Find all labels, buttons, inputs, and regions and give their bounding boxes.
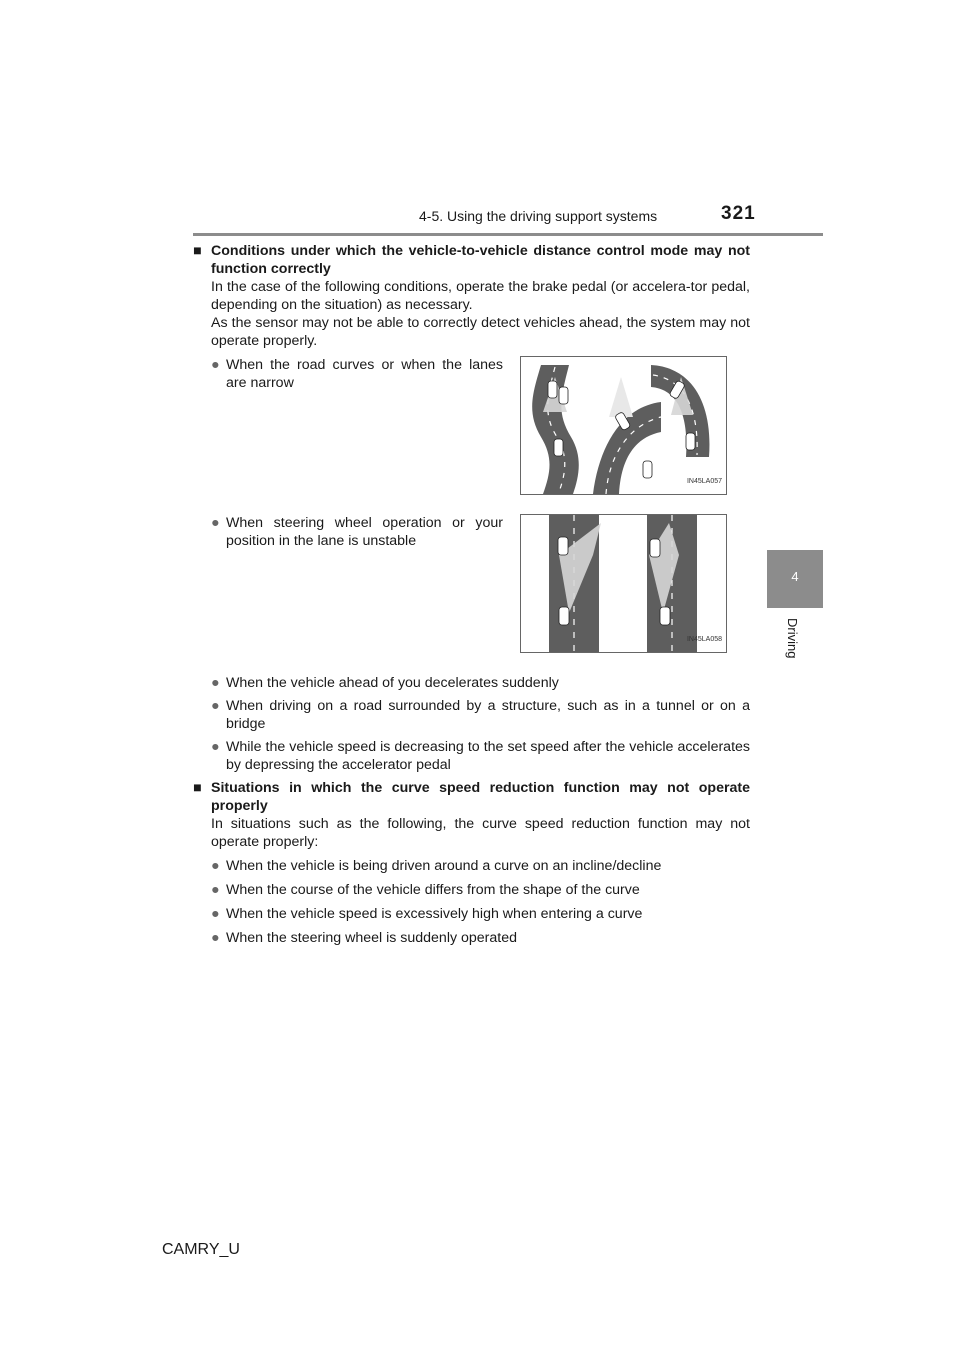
paragraph: In situations such as the following, the curve speed reduction function may not operate properly: [211, 816, 750, 850]
page-body [193, 242, 750, 947]
bullet-text: When the vehicle speed is excessively high when entering a curve [226, 906, 643, 922]
page-number: 321 [721, 203, 756, 224]
section-heading-text: Conditions under which the vehicle-to-vehicle distance control mode may not function correctly [211, 243, 750, 277]
bullet-item [193, 514, 503, 550]
bullet-item [193, 857, 750, 875]
square-marker-icon: ■ [193, 243, 202, 259]
chapter-number: 4 [791, 569, 799, 584]
bullet-text: When driving on a road surrounded by a structure, such as in a tunnel or on a bridge [226, 698, 750, 732]
figure-curved-roads [520, 356, 727, 495]
running-header-section: 4-5. Using the driving support systems [419, 208, 658, 224]
bullet-item [193, 881, 750, 899]
bullet-item [193, 905, 750, 923]
bullet-icon: ● [211, 515, 220, 531]
bullet-icon: ● [211, 930, 220, 946]
header-rule [193, 233, 823, 236]
chapter-tab[interactable] [767, 550, 823, 608]
bullet-icon: ● [211, 675, 220, 691]
bullet-item [193, 674, 750, 692]
figure-code: IN45LA057 [686, 478, 722, 485]
bullet-text: When the vehicle is being driven around a curve on an incline/decline [226, 858, 662, 874]
section-heading-text: Situations in which the curve speed reduction function may not operate properly [211, 780, 750, 814]
bullet-text: When the course of the vehicle differs from the shape of the curve [226, 882, 640, 898]
paragraph: In the case of the following conditions, operate the brake pedal (or accelera-tor pedal, depending on the situation) as necessary. [211, 279, 750, 313]
bullet-icon: ● [211, 698, 220, 714]
square-marker-icon: ■ [193, 780, 202, 796]
bullet-icon: ● [211, 858, 220, 874]
footer-model: CAMRY_U [162, 1241, 240, 1258]
chapter-label-box [767, 608, 823, 678]
bullet-icon: ● [211, 357, 220, 373]
bullet-item [193, 738, 750, 774]
figure-row [193, 356, 750, 514]
figure-straight-roads [520, 514, 727, 653]
section-heading [193, 242, 750, 278]
bullet-icon: ● [211, 882, 220, 898]
paragraph: As the sensor may not be able to correctly detect vehicles ahead, the system may not operate properly. [211, 315, 750, 349]
figure-code: IN45LA058 [686, 636, 722, 643]
bullet-item [193, 929, 750, 947]
bullet-text: When the steering wheel is suddenly operated [226, 930, 518, 946]
section-heading [193, 779, 750, 815]
bullet-icon: ● [211, 739, 220, 755]
chapter-label: Driving [785, 618, 800, 659]
bullet-text: When steering wheel operation or your position in the lane is unstable [226, 515, 503, 549]
bullet-item [193, 356, 503, 392]
bullet-icon: ● [211, 906, 220, 922]
bullet-text: While the vehicle speed is decreasing to the set speed after the vehicle accelerates by depressing the accelerator pedal [226, 739, 750, 773]
figure-row [193, 514, 750, 672]
bullet-text: When the road curves or when the lanes are narrow [226, 357, 503, 391]
bullet-text: When the vehicle ahead of you decelerates suddenly [226, 675, 559, 691]
bullet-item [193, 697, 750, 733]
